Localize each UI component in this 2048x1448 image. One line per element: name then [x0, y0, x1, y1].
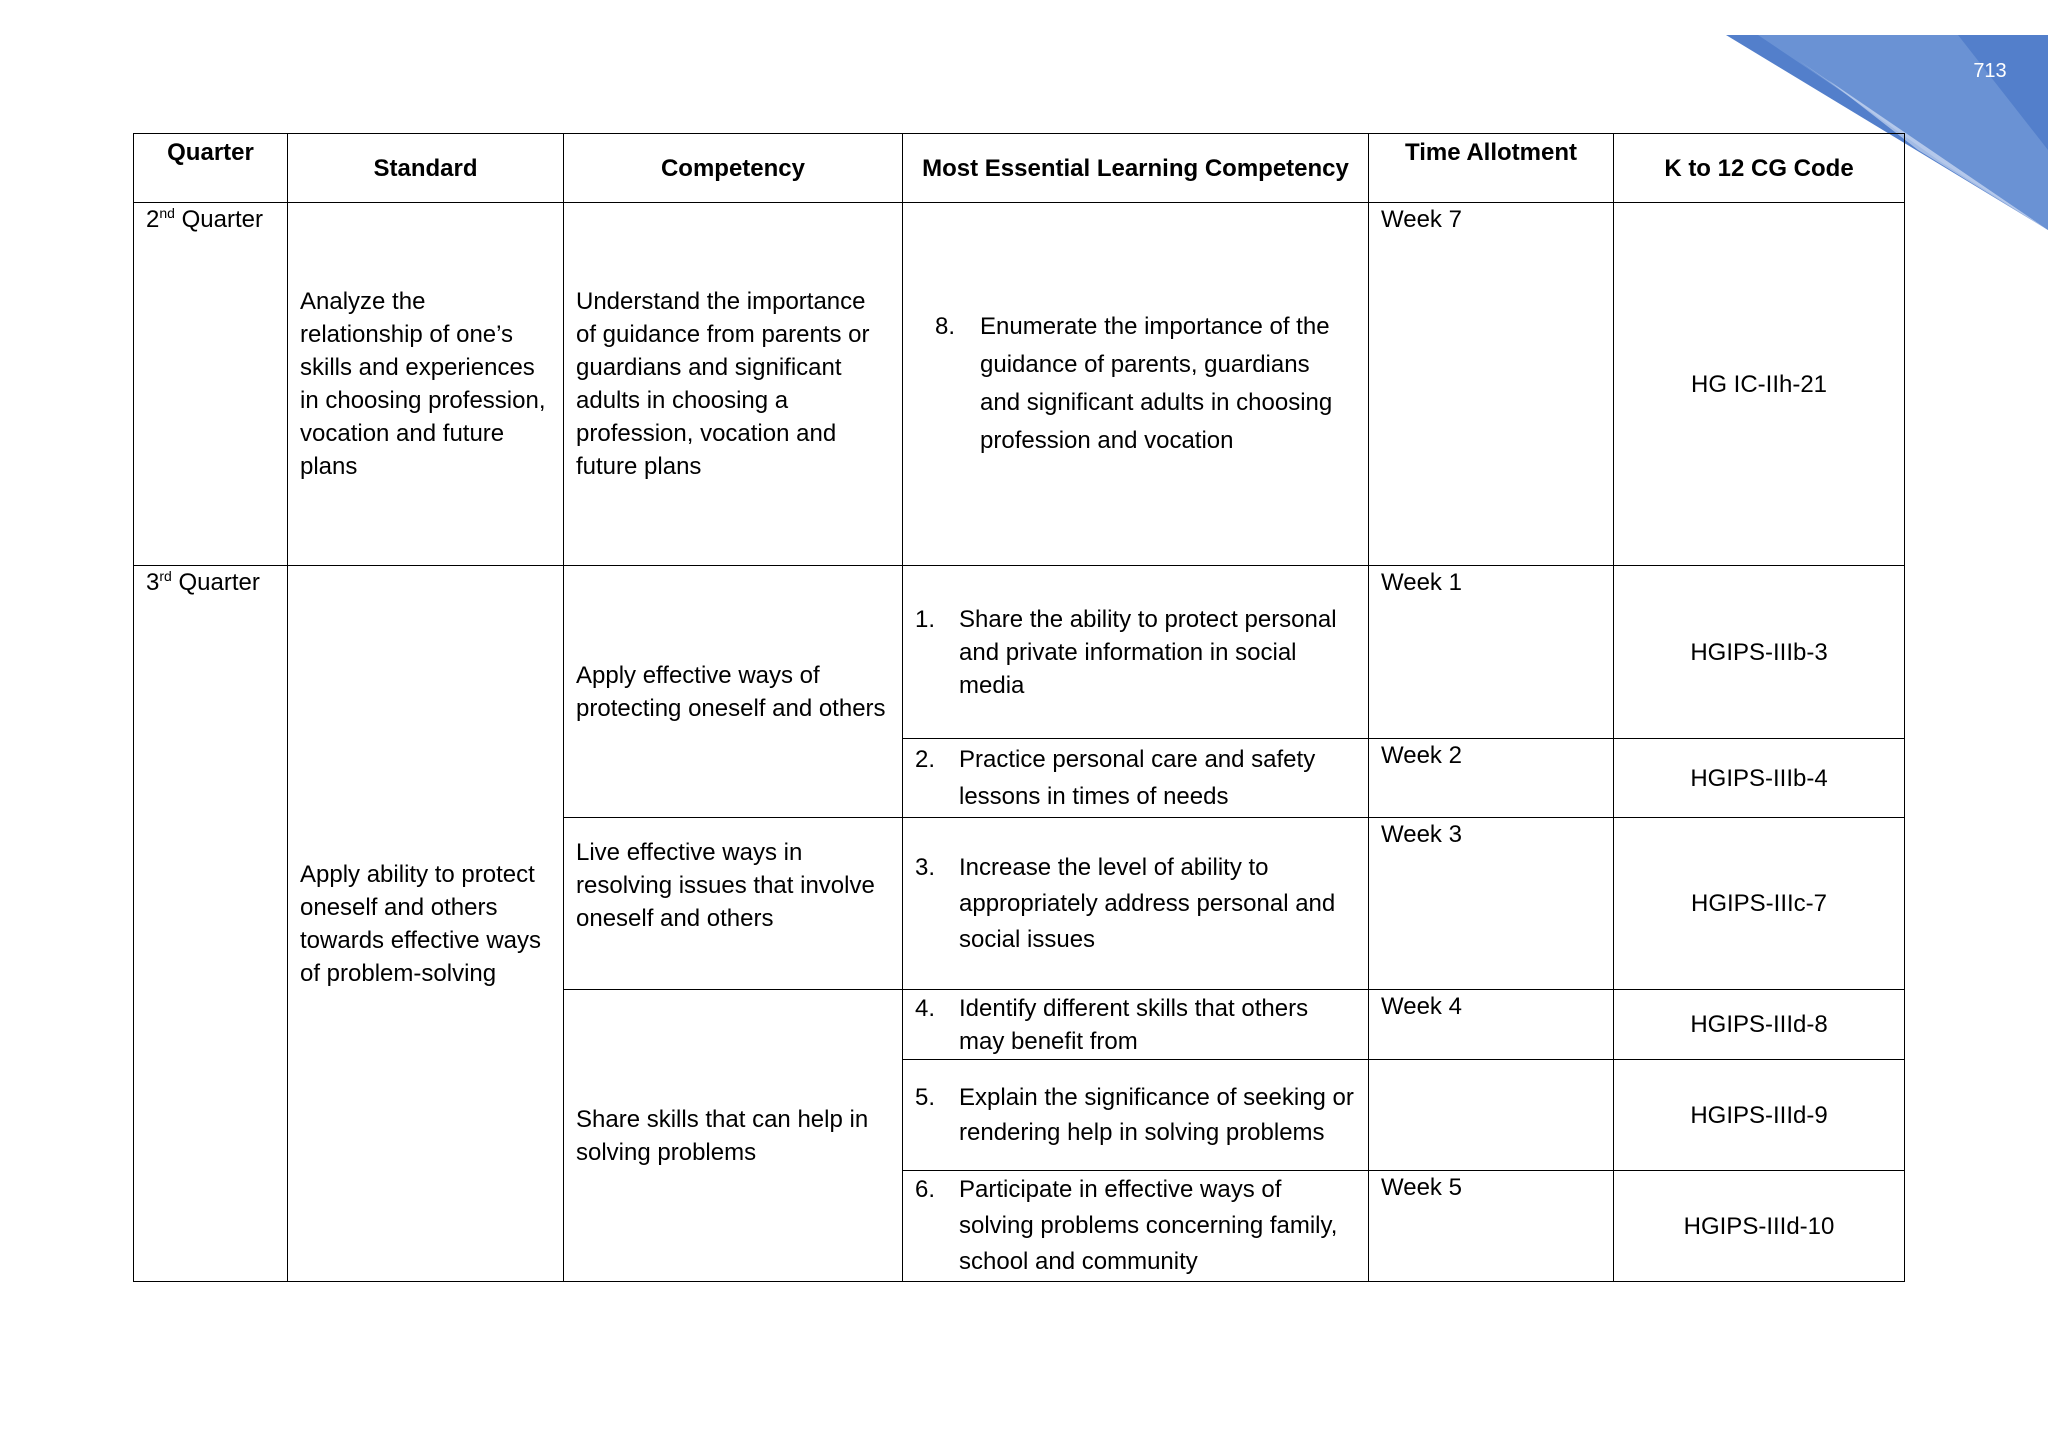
melc-cell: 6. Participate in effective ways of solving problems concerning family, school and community: [903, 1171, 1369, 1282]
table-row: [134, 203, 1905, 566]
curriculum-table: [133, 133, 1905, 1282]
header-standard: Standard: [288, 134, 564, 203]
header-quarter: Quarter: [134, 134, 288, 203]
cg-code-cell: HGIPS-IIIb-3: [1614, 566, 1905, 739]
time-allotment-cell: Week 5: [1369, 1171, 1614, 1282]
melc-cell: 4. Identify different skills that others may benefit from: [903, 990, 1369, 1060]
cg-code-cell: HGIPS-IIIb-4: [1614, 739, 1905, 818]
standard-cell: Apply ability to protect oneself and others towards effective ways of problem-solving: [288, 566, 564, 1282]
time-allotment-cell: Week 7: [1369, 203, 1614, 566]
header-time-allotment: Time Allotment: [1369, 134, 1614, 203]
melc-cell: 8. Enumerate the importance of the guidance of parents, guardians and significant adults in choosing profession and vocation: [903, 203, 1369, 566]
competency-cell: Apply effective ways of protecting oneself and others: [564, 566, 903, 818]
header-competency: Competency: [564, 134, 903, 203]
table-row: [134, 566, 1905, 739]
header-row: [134, 134, 1905, 203]
competency-cell: Share skills that can help in solving problems: [564, 990, 903, 1282]
cg-code-cell: HGIPS-IIId-10: [1614, 1171, 1905, 1282]
header-cg-code: K to 12 CG Code: [1614, 134, 1905, 203]
page-number: 713: [1973, 60, 2007, 82]
competency-cell: Understand the importance of guidance from parents or guardians and significant adults in choosing a profession, vocation and future plans: [564, 203, 903, 566]
quarter-cell: 3rd Quarter: [134, 566, 288, 1282]
melc-cell: 3. Increase the level of ability to appropriately address personal and social issues: [903, 818, 1369, 990]
time-allotment-cell: [1369, 1060, 1614, 1171]
time-allotment-cell: Week 2: [1369, 739, 1614, 818]
cg-code-cell: HGIPS-IIId-9: [1614, 1060, 1905, 1171]
time-allotment-cell: Week 1: [1369, 566, 1614, 739]
competency-cell: Live effective ways in resolving issues that involve oneself and others: [564, 818, 903, 990]
cg-code-cell: HG IC-IIh-21: [1614, 203, 1905, 566]
time-allotment-cell: Week 4: [1369, 990, 1614, 1060]
melc-cell: 2. Practice personal care and safety lessons in times of needs: [903, 739, 1369, 818]
standard-cell: Analyze the relationship of one’s skills and experiences in choosing profession, vocation and future plans: [288, 203, 564, 566]
time-allotment-cell: Week 3: [1369, 818, 1614, 990]
melc-cell: 1. Share the ability to protect personal and private information in social media: [903, 566, 1369, 739]
cg-code-cell: HGIPS-IIId-8: [1614, 990, 1905, 1060]
cg-code-cell: HGIPS-IIIc-7: [1614, 818, 1905, 990]
header-melc: Most Essential Learning Competency: [903, 134, 1369, 203]
melc-cell: 5. Explain the significance of seeking or rendering help in solving problems: [903, 1060, 1369, 1171]
quarter-cell: 2nd Quarter: [134, 203, 288, 566]
